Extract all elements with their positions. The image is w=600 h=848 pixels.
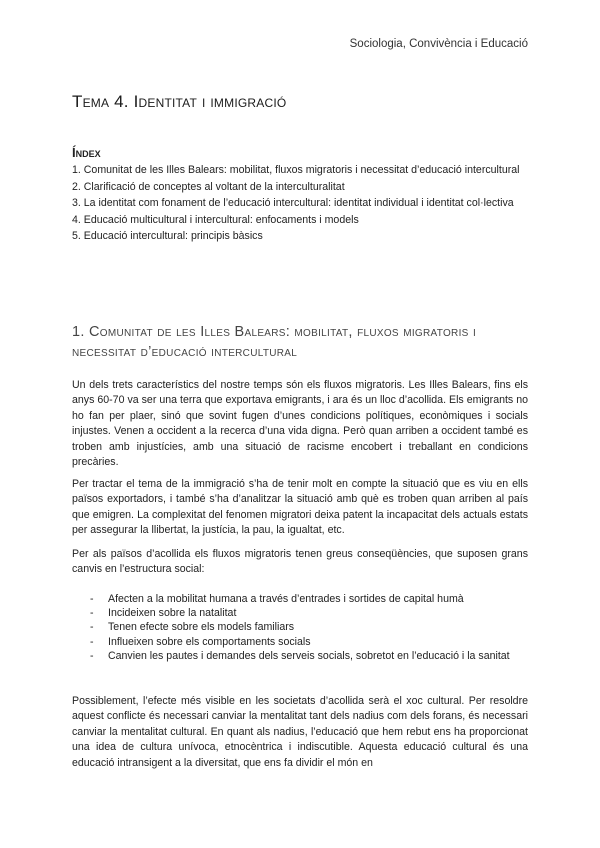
running-header: Sociologia, Convivència i Educació xyxy=(349,38,528,50)
body-paragraph: Un dels trets característics del nostre temps són els fluxos migratoris. Les Illes Balears, fins els anys 60-70 va ser una terra que exportava emigrants, i ara és un lloc d’acollida. Els emigrants no ho fan per plaer, sinó que sovint fugen d’unes condicions polítiques, econòmiques i socials injustes. Venen a occident a la recerca d’una vida digna. Però quan arriben a occident també es troben amb injustícies, amb una situació de racisme encobert i treballant en condicions precàries. xyxy=(72,379,528,469)
consequences-list xyxy=(90,592,528,663)
toc-item: 4. Educació multicultural i intercultural: enfocaments i models xyxy=(72,213,359,226)
list-item: - Canvien les pautes i demandes dels serveis socials, sobretot en l’educació i la sanitat xyxy=(90,649,528,663)
toc-item: 5. Educació intercultural: principis bàsics xyxy=(72,230,263,243)
section-heading: 1. Comunitat de les Illes Balears: mobilitat, fluxos migratoris i necessitat d’educació intercultural xyxy=(72,324,477,360)
list-item: - Incideixen sobre la natalitat xyxy=(90,606,528,620)
table-of-contents xyxy=(72,163,528,246)
body-paragraph: Possiblement, l’efecte més visible en les societats d’acollida serà el xoc cultural. Per resoldre aquest conflicte és necessari canviar la mentalitat tant dels nadius com dels forans, és necessari canviar la mentalitat cultural. En quant als nadius, l’educació que hem rebut ens ha proporcionat una idea de cultura unívoca, etnocèntrica i indiscutible. Aquesta educació cultural és una educació intransigent a la diversitat, que ens fa dividir el món en xyxy=(72,695,528,769)
list-item: - Tenen efecte sobre els models familiars xyxy=(90,620,528,634)
chapter-title: Tema 4. Identitat i immigració xyxy=(72,92,287,111)
toc-item: 2. Clarificació de conceptes al voltant de la interculturalitat xyxy=(72,180,345,193)
toc-item: 1. Comunitat de les Illes Balears: mobilitat, fluxos migratoris i necessitat d’educació intercultural xyxy=(72,164,520,176)
body-paragraph: Per tractar el tema de la immigració s’ha de tenir molt en compte la situació que es viu en ells països exportadors, i també s’ha d’analitzar la situació amb què es troben quan arriben al país que emigren. La complexitat del fenomen migratori deixa patent la incapacitat dels actuals estats per assegurar la llibertat, la justícia, la pau, la igualtat, etc. xyxy=(72,478,528,537)
body-paragraph: Per als països d’acollida els fluxos migratoris tenen greus conseqüències, que suposen grans canvis en l’estructura social: xyxy=(72,548,528,576)
toc-item: 3. La identitat com fonament de l’educació intercultural: identitat individual i identitat col·lectiva xyxy=(72,197,514,210)
list-item: - Afecten a la mobilitat humana a través d’entrades i sortides de capital humà xyxy=(90,592,528,606)
index-heading: Índex xyxy=(72,145,101,160)
list-item: - Influeixen sobre els comportaments socials xyxy=(90,635,528,649)
